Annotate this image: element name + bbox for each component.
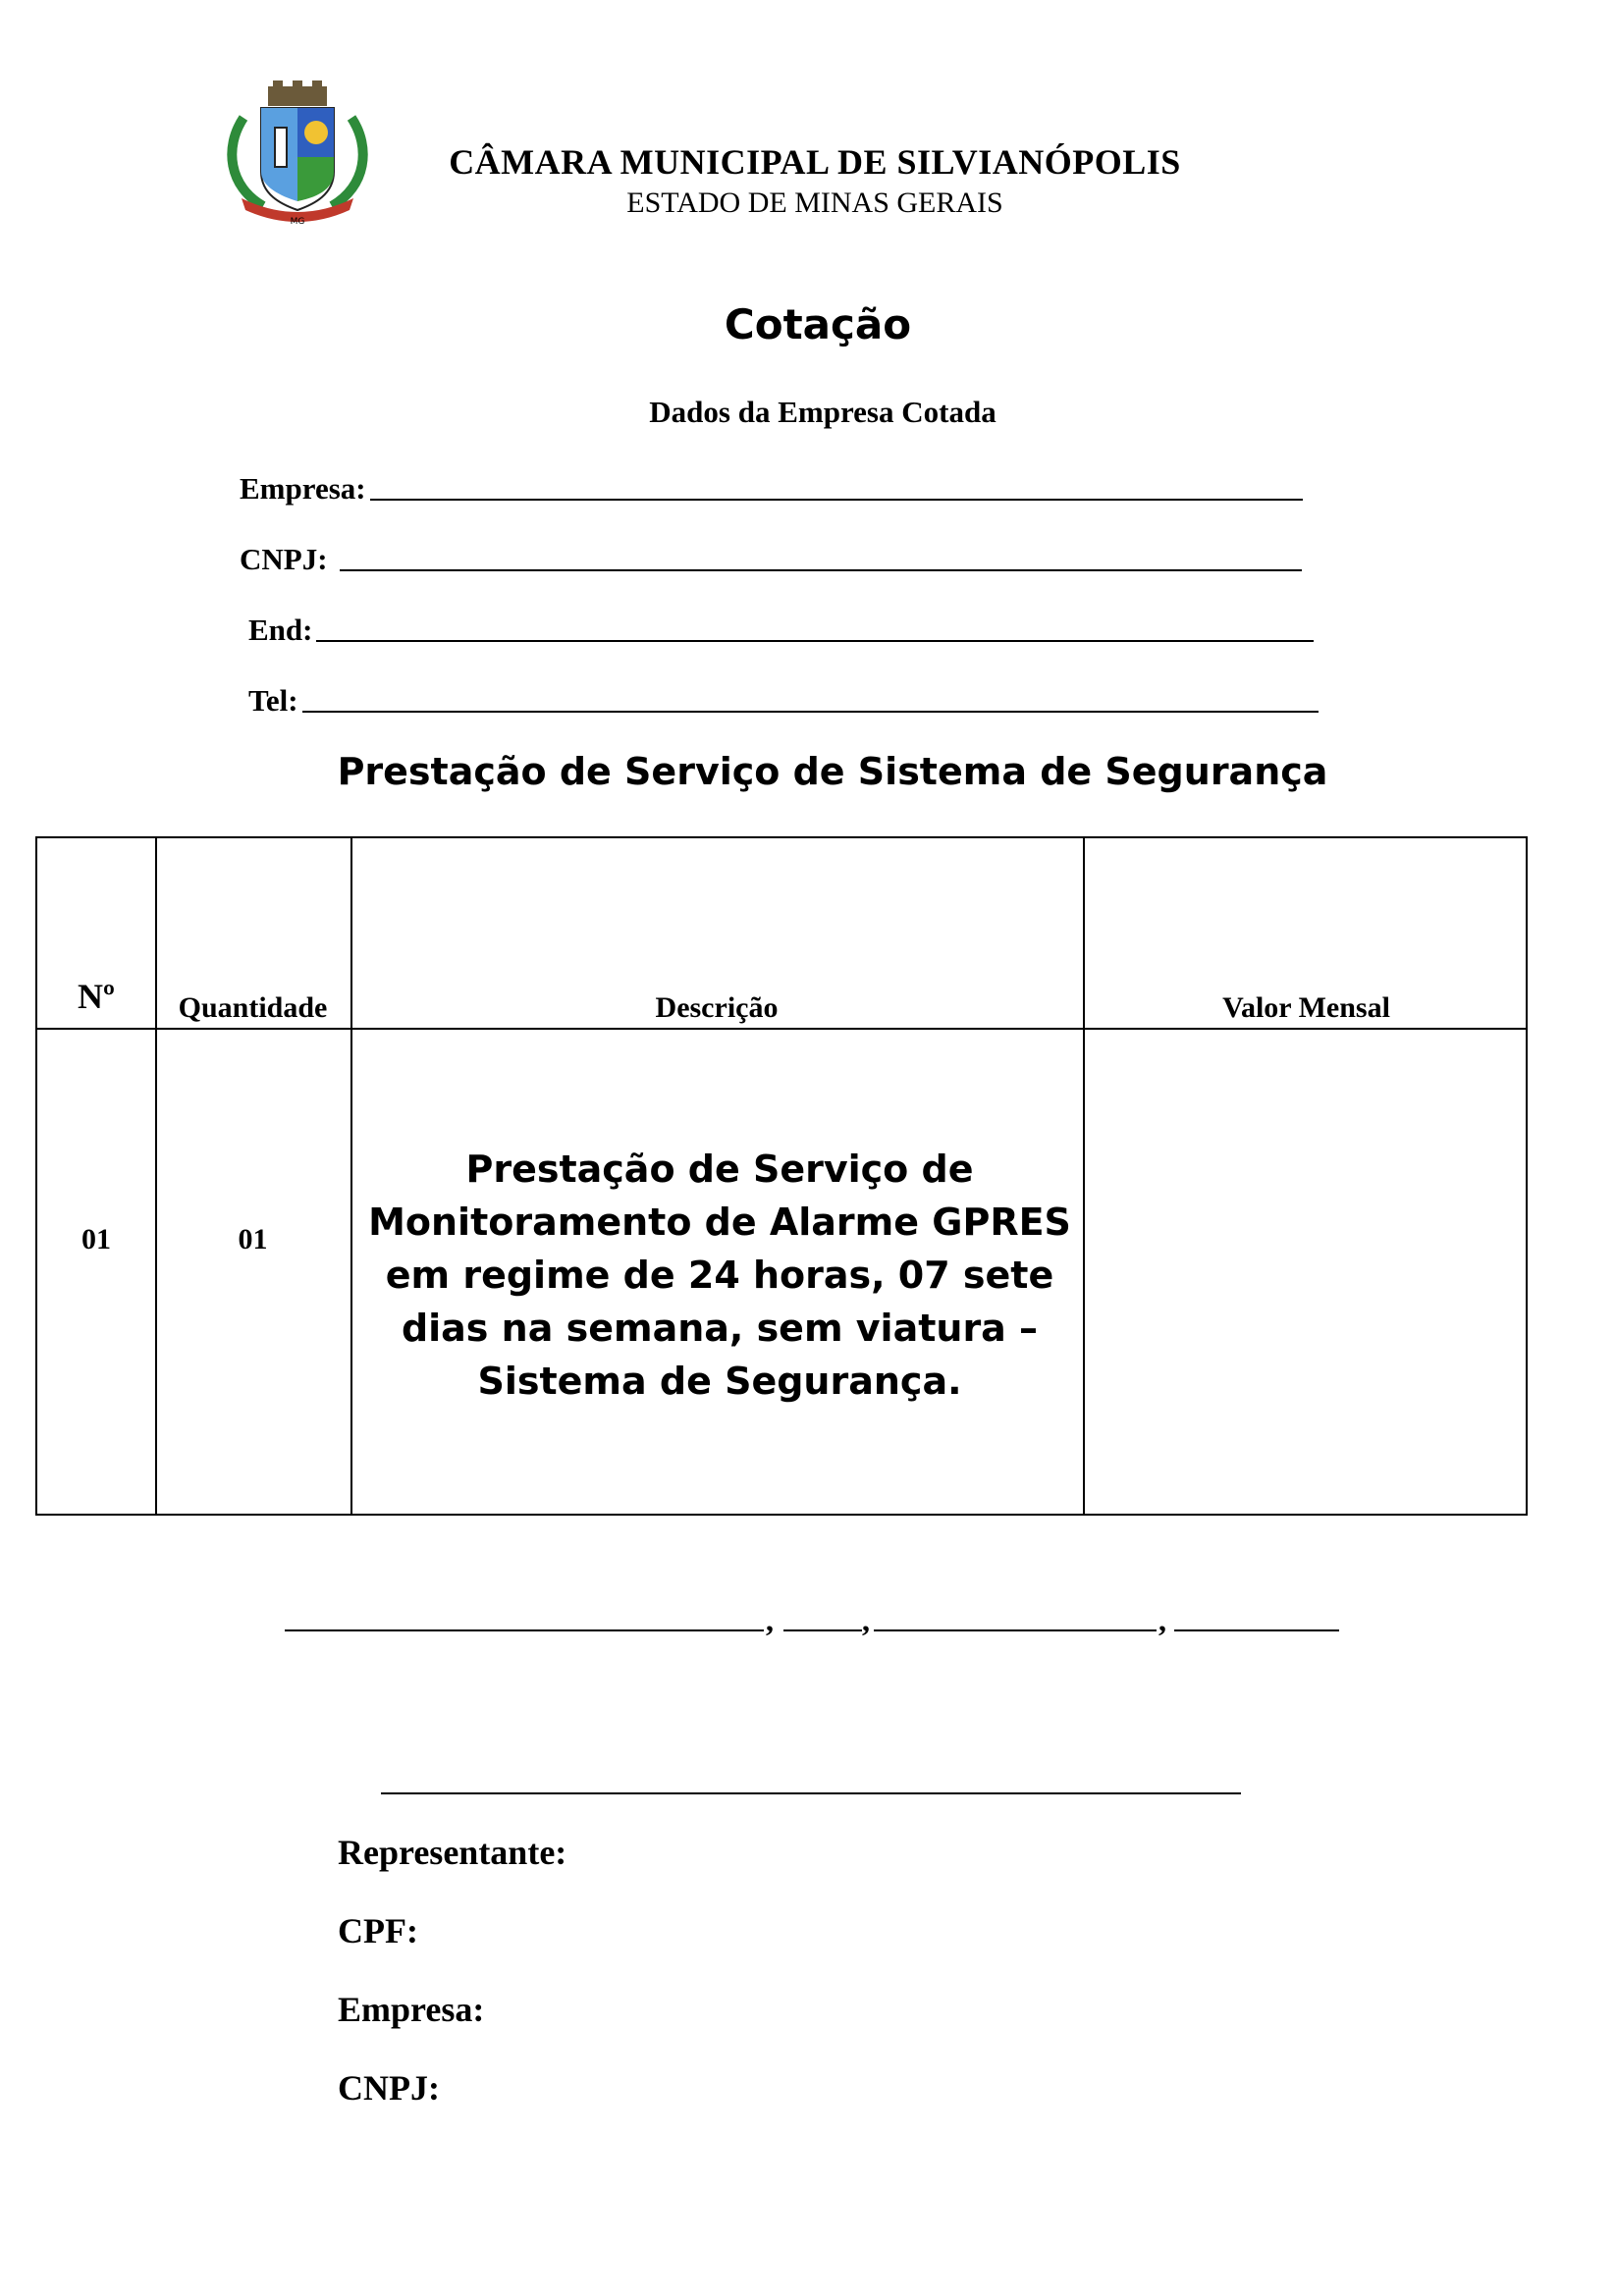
header-descricao: Descrição — [655, 991, 779, 1024]
cpf-label: CPF: — [338, 1911, 418, 1950]
header-numero: Nº — [78, 977, 115, 1016]
signature-empresa-label: Empresa: — [338, 1990, 485, 2029]
empresa-label: Empresa: — [240, 471, 366, 506]
table-header-divider — [37, 1028, 1526, 1030]
signature-cnpj-label: CNPJ: — [338, 2068, 440, 2108]
signature-line[interactable] — [381, 1792, 1241, 1794]
address-label: End: — [248, 613, 313, 647]
municipal-coat-of-arms-icon — [224, 79, 371, 226]
org-name: CÂMARA MUNICIPAL DE SILVIANÓPOLIS — [449, 142, 1181, 182]
logo-text: MG — [290, 217, 305, 226]
date-separator: , — [862, 1602, 870, 1637]
service-title: Prestação de Serviço de Sistema de Segurança — [337, 750, 1328, 793]
phone-label: Tel: — [248, 683, 298, 718]
address-field[interactable] — [248, 609, 1314, 648]
representante-label: Representante: — [338, 1833, 567, 1872]
company-section-heading: Dados da Empresa Cotada — [649, 395, 997, 429]
phone-fill-line[interactable] — [302, 711, 1319, 713]
table-divider — [155, 838, 157, 1514]
phone-field[interactable] — [248, 679, 1319, 719]
header-valor-mensal: Valor Mensal — [1222, 991, 1390, 1024]
row-descricao: Prestação de Serviço de Monitoramento de Alarme GPRES em regime de 24 horas, 07 sete dias na semana, sem viatura – Sistema de Segurança. — [368, 1148, 1071, 1403]
table-divider — [350, 838, 352, 1514]
cnpj-label: CNPJ: — [240, 542, 328, 576]
date-separator: , — [766, 1602, 774, 1637]
city-fill-line[interactable] — [285, 1629, 764, 1631]
org-state: ESTADO DE MINAS GERAIS — [626, 187, 1003, 219]
year-fill-line[interactable] — [1174, 1629, 1339, 1631]
empresa-field[interactable] — [240, 467, 1303, 507]
date-separator: , — [1158, 1602, 1166, 1637]
quote-table — [35, 836, 1528, 1516]
row-quantidade: 01 — [238, 1223, 268, 1255]
cnpj-fill-line[interactable] — [340, 569, 1302, 571]
address-fill-line[interactable] — [316, 640, 1314, 642]
day-fill-line[interactable] — [783, 1629, 862, 1631]
page-title: Cotação — [724, 300, 912, 348]
month-fill-line[interactable] — [874, 1629, 1157, 1631]
date-line[interactable] — [0, 1600, 1616, 1639]
cnpj-field[interactable] — [240, 538, 1302, 577]
header-quantidade: Quantidade — [178, 991, 328, 1024]
empresa-fill-line[interactable] — [370, 499, 1303, 501]
row-numero: 01 — [81, 1223, 111, 1255]
